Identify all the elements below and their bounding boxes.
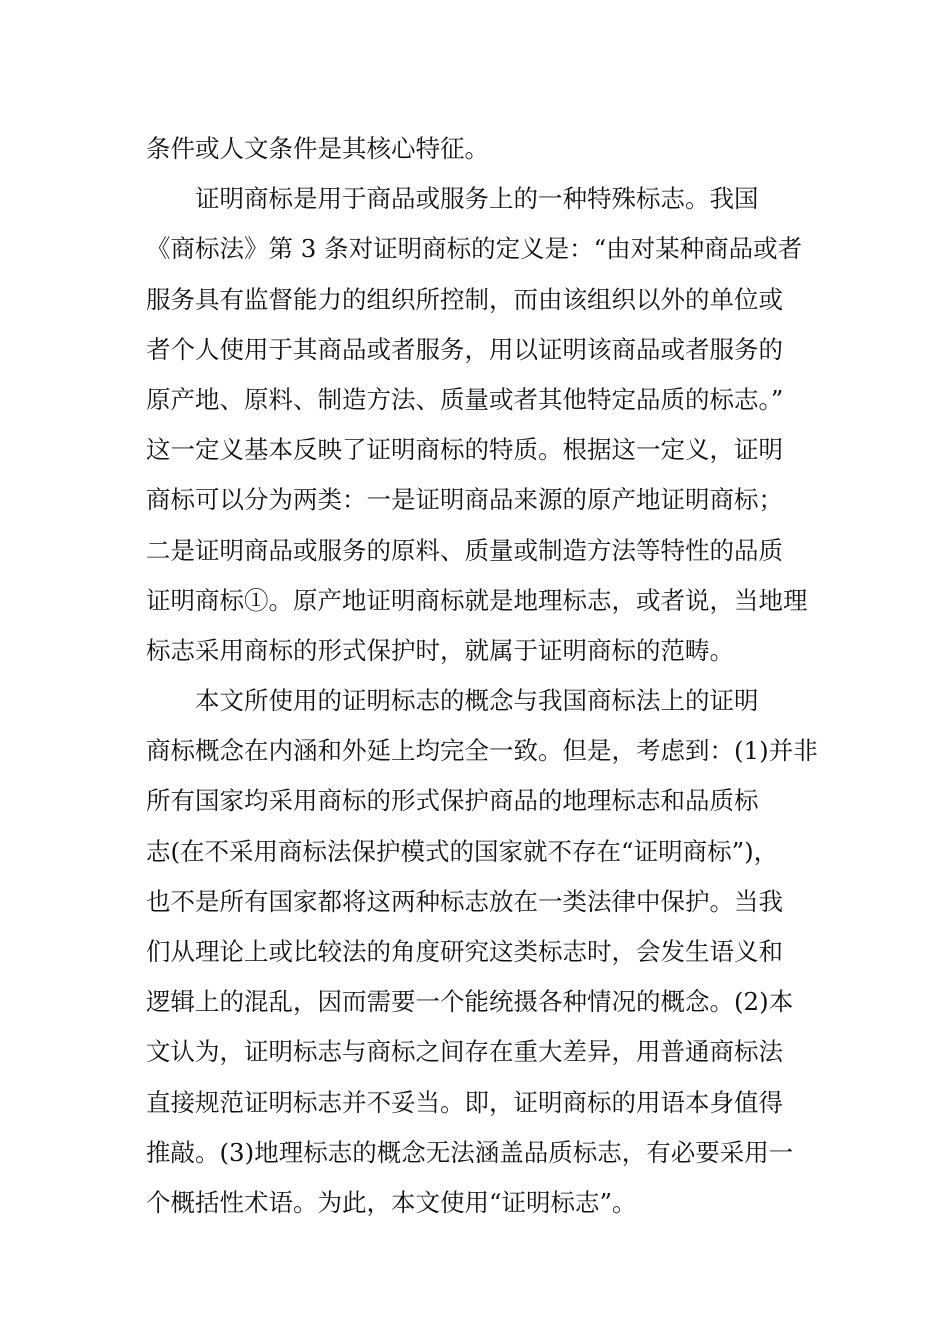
text-line: 原产地、原料、制造方法、质量或者其他特定品质的标志。” xyxy=(146,384,784,414)
text-line: 证明商标是用于商品或服务上的一种特殊标志。我国 xyxy=(195,184,759,214)
text-line: 商标可以分为两类：一是证明商品来源的原产地证明商标； xyxy=(146,485,783,515)
body-text xyxy=(146,124,818,1228)
text-line: 者个人使用于其商品或者服务，用以证明该商品或者服务的 xyxy=(146,334,783,364)
text-line: 商标概念在内涵和外延上均完全一致。但是，考虑到：(1)并非 xyxy=(146,736,818,766)
text-line: 直接规范证明标志并不妥当。即，证明商标的用语本身值得 xyxy=(146,1087,783,1117)
text-line: 服务具有监督能力的组织所控制，而由该组织以外的单位或 xyxy=(146,284,783,314)
text-line: 标志采用商标的形式保护时，就属于证明商标的范畴。 xyxy=(146,635,734,665)
text-line: 个概括性术语。为此，本文使用“证明标志”。 xyxy=(146,1187,637,1217)
text-line: 文认为，证明标志与商标之间存在重大差异，用普通商标法 xyxy=(146,1037,783,1067)
text-line: 条件或人文条件是其核心特征。 xyxy=(146,134,489,163)
text-line: 逻辑上的混乱，因而需要一个能统摄各种情况的概念。(2)本 xyxy=(146,987,794,1017)
text-line: 本文所使用的证明标志的概念与我国商标法上的证明 xyxy=(195,686,759,716)
text-line: 志(在不采用商标法保护模式的国家就不存在“证明商标”)， xyxy=(146,836,779,866)
text-line: 们从理论上或比较法的角度研究这类标志时，会发生语义和 xyxy=(146,937,783,966)
text-line: 二是证明商品或服务的原料、质量或制造方法等特性的品质 xyxy=(146,535,783,565)
text-line: 《商标法》第 3 条对证明商标的定义是：“由对某种商品或者 xyxy=(146,234,803,264)
text-line: 这一定义基本反映了证明商标的特质。根据这一定义，证明 xyxy=(146,435,783,465)
text-line: 推敲。(3)地理标志的概念无法涵盖品质标志，有必要采用一 xyxy=(146,1137,794,1167)
paragraph-3 xyxy=(146,676,818,1228)
text-line: 证明商标①。原产地证明商标就是地理标志，或者说，当地理 xyxy=(146,585,808,615)
paragraph-1 xyxy=(146,124,811,174)
text-line: 也不是所有国家都将这两种标志放在一类法律中保护。当我 xyxy=(146,886,783,916)
paragraph-2 xyxy=(146,174,811,676)
text-line: 所有国家均采用商标的形式保护商品的地理标志和品质标 xyxy=(146,786,759,816)
